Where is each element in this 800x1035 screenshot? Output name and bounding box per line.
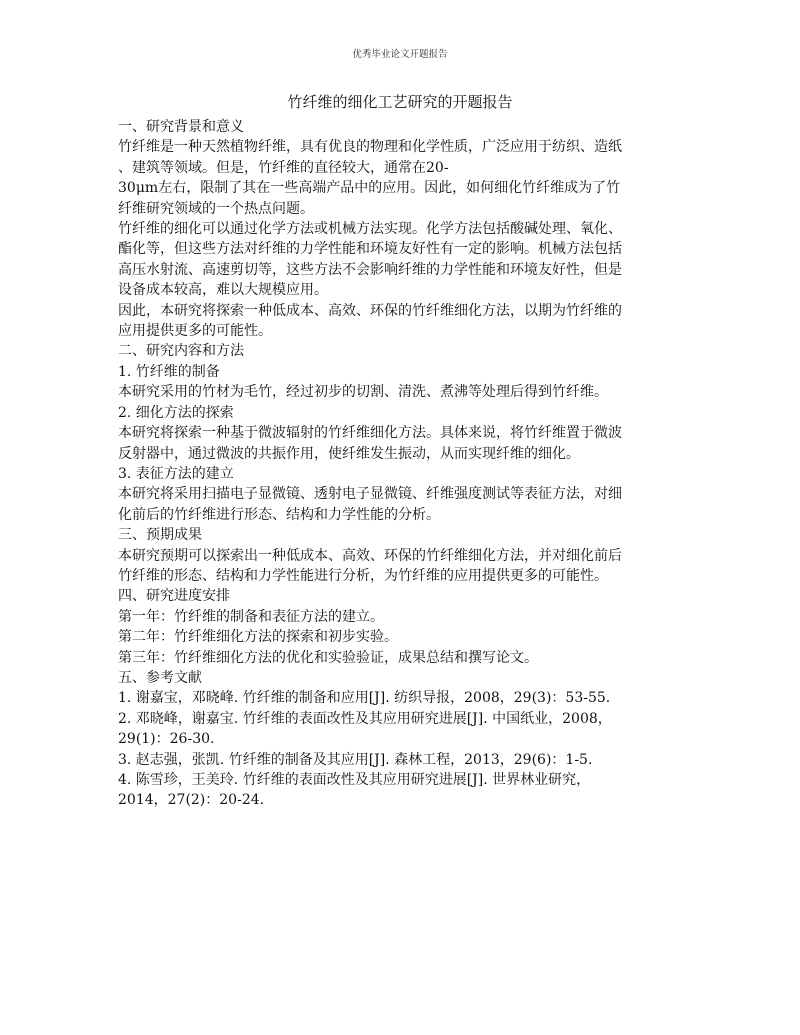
body-line: 竹纤维的细化可以通过化学方法或机械方法实现。化学方法包括酸碱处理、氧化、 bbox=[118, 221, 622, 238]
body-line: 本研究将探索一种基于微波辐射的竹纤维细化方法。具体来说，将竹纤维置于微波 bbox=[118, 425, 622, 442]
schedule-item: 第一年：竹纤维的制备和表征方法的建立。 bbox=[118, 608, 384, 625]
body-line: 酯化等，但这些方法对纤维的力学性能和环境友好性有一定的影响。机械方法包括 bbox=[118, 241, 622, 258]
body-line: 化前后的竹纤维进行形态、结构和力学性能的分析。 bbox=[118, 506, 440, 523]
document-title: 竹纤维的细化工艺研究的开题报告 bbox=[287, 93, 513, 111]
reference-item: 4. 陈雪珍，王美玲. 竹纤维的表面改性及其应用研究进展[J]. 世界林业研究， bbox=[118, 772, 591, 788]
running-header: 优秀毕业论文开题报告 bbox=[352, 49, 448, 60]
section-heading-references: 五、参考文献 bbox=[118, 669, 202, 686]
body-line: 纤维研究领域的一个热点问题。 bbox=[118, 200, 314, 217]
reference-item: 29(1)：26-30. bbox=[118, 731, 215, 748]
schedule-item: 第三年：竹纤维细化方法的优化和实验验证，成果总结和撰写论文。 bbox=[118, 649, 538, 666]
body-line: 因此，本研究将探索一种低成本、高效、环保的竹纤维细化方法，以期为竹纤维的 bbox=[118, 302, 622, 319]
reference-item: 1. 谢嘉宝，邓晓峰. 竹纤维的制备和应用[J]. 纺织导报，2008，29(3)：53-55. bbox=[118, 690, 611, 707]
section-heading-schedule: 四、研究进度安排 bbox=[118, 588, 230, 605]
section-heading-expected-results: 三、预期成果 bbox=[118, 527, 202, 544]
body-line: 30μm左右，限制了其在一些高端产品中的应用。因此，如何细化竹纤维成为了竹 bbox=[118, 180, 621, 197]
body-line: 本研究预期可以探索出一种低成本、高效、环保的竹纤维细化方法，并对细化前后 bbox=[118, 547, 622, 564]
document-body bbox=[118, 117, 692, 811]
body-line: 、建筑等领域。但是，竹纤维的直径较大，通常在20- bbox=[118, 159, 449, 176]
body-line: 竹纤维的形态、结构和力学性能进行分析，为竹纤维的应用提供更多的可能性。 bbox=[118, 567, 608, 584]
body-line: 竹纤维是一种天然植物纤维，具有优良的物理和化学性质，广泛应用于纺织、造纸 bbox=[118, 139, 622, 156]
reference-item: 3. 赵志强，张凯. 竹纤维的制备及其应用[J]. 森林工程，2013，29(6)：1-5. bbox=[118, 751, 593, 768]
subheading-preparation: 1. 竹纤维的制备 bbox=[118, 363, 220, 380]
body-line: 高压水射流、高速剪切等，这些方法不会影响纤维的力学性能和环境友好性，但是 bbox=[118, 261, 622, 278]
subheading-characterization: 3. 表征方法的建立 bbox=[118, 465, 234, 482]
section-heading-background: 一、研究背景和意义 bbox=[118, 119, 244, 135]
body-line: 应用提供更多的可能性。 bbox=[118, 323, 272, 340]
reference-item: 2014，27(2)：20-24. bbox=[118, 792, 265, 809]
body-line: 本研究将采用扫描电子显微镜、透射电子显微镜、纤维强度测试等表征方法，对细 bbox=[118, 486, 622, 503]
body-line: 设备成本较高，难以大规模应用。 bbox=[118, 282, 328, 299]
body-line: 反射器中，通过微波的共振作用，使纤维发生振动，从而实现纤维的细化。 bbox=[118, 445, 580, 462]
reference-item: 2. 邓晓峰，谢嘉宝. 竹纤维的表面改性及其应用研究进展[J]. 中国纸业，2008， bbox=[118, 710, 612, 727]
subheading-refinement: 2. 细化方法的探索 bbox=[118, 404, 234, 421]
schedule-item: 第二年：竹纤维细化方法的探索和初步实验。 bbox=[118, 629, 398, 646]
body-line: 本研究采用的竹材为毛竹，经过初步的切割、清洗、煮沸等处理后得到竹纤维。 bbox=[118, 384, 608, 401]
section-heading-content-method: 二、研究内容和方法 bbox=[118, 343, 244, 360]
